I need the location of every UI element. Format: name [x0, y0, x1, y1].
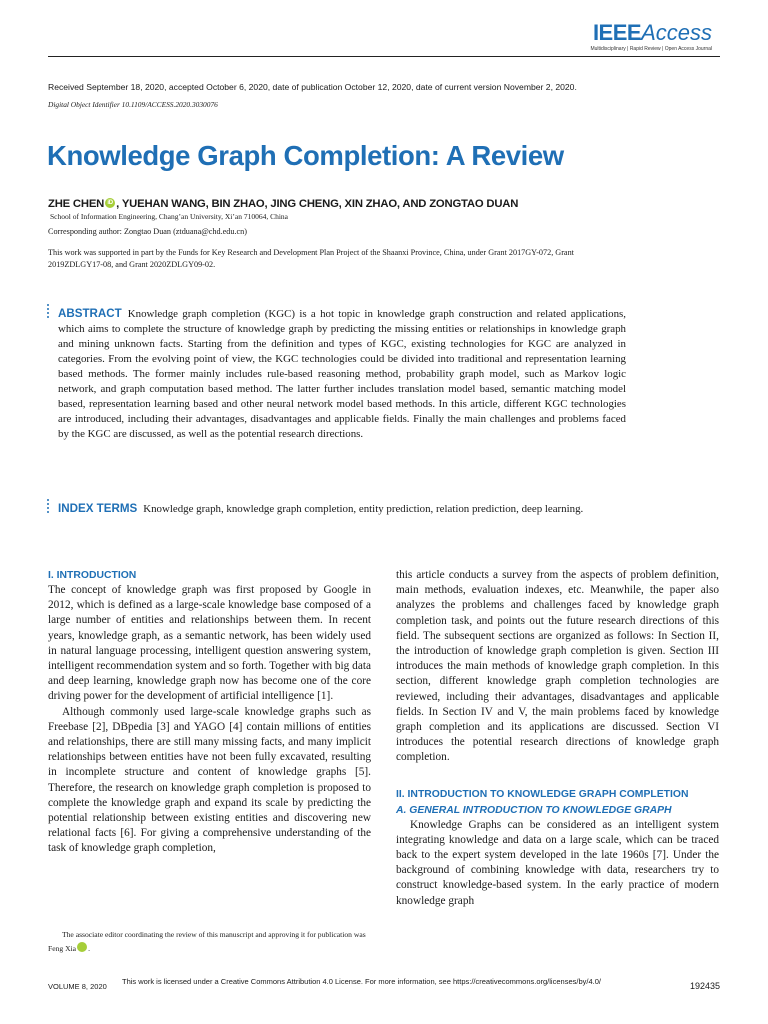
journal-name-bold: IEEE: [592, 20, 642, 45]
left-column: [48, 568, 371, 857]
abstract: [58, 306, 626, 442]
kg-paragraph-1: Knowledge Graphs can be considered as an intelligent system integrating knowledge and data on a large scale, which can be traced back to the expert system developed in the late 1960s [7]. Under the background of combining knowledge with data, researchers try to construct knowledge-based system. In the early practice of modern knowledge graph: [396, 818, 719, 907]
intro-paragraph-1: The concept of knowledge graph was first proposed by Google in 2012, which is defined as a large-scale knowledge base composed of a large number of entities and relationships between them. In recent years, knowledge graph, as a semantic network, has been widely used in natural language processing, intelligent question answering system, intelligent recommendation system and so forth. Together with big data and deep learning, knowledge graph now has become one of the core driving power for the development of artificial intelligence [1].: [48, 584, 371, 703]
footnote-text: The associate editor coordinating the review of this manuscript and approving it for publication was Feng Xia: [48, 930, 366, 953]
right-column: [396, 568, 719, 909]
orcid-icon[interactable]: iD: [105, 198, 115, 208]
funding-note: This work was supported in part by the Funds for Key Research and Development Plan Project of the Shaanxi Province, China, under Grant 2017GY-072, Grant 2019ZDLGY17-08, and Grant 2020ZDLGY09-02.: [48, 248, 574, 269]
header-divider: [48, 56, 720, 57]
index-terms: [58, 501, 626, 517]
volume-label: VOLUME 8, 2020: [48, 982, 107, 991]
intro-paragraph-3: this article conducts a survey from the aspects of problem definition, main methods, evaluation indexes, etc. Meanwhile, the paper also analyzes the problems and challenges faced by knowledge graph completion task, and points out the future research directions of this field. The subsequent sections are organized as follows: In Section II, the introduction of knowledge graph completion is given. Section III introduces the main methods of knowledge graph completion. In this section, different knowledge graph completion technologies are reviewed, including their advantages, disadvantages and applicable fields. In Section IV and V, the main problems faced by knowledge graph completion and its applications are discussed. Section VI introduces the potential research directions of knowledge graph completion.: [396, 569, 719, 764]
license-notice: This work is licensed under a Creative Commons Attribution 4.0 License. For more information, see https://creativecommons.org/licenses/by/4.0/: [122, 977, 601, 986]
author-list: [48, 198, 518, 210]
subsection-heading: A. GENERAL INTRODUCTION TO KNOWLEDGE GRAPH: [396, 804, 672, 816]
journal-logo: [590, 22, 712, 52]
journal-tagline: Multidisciplinary | Rapid Review | Open Access Journal: [590, 46, 712, 52]
abstract-marker-icon: [47, 304, 49, 320]
index-terms-marker-icon: [47, 499, 49, 515]
orcid-icon[interactable]: iD: [77, 942, 87, 952]
corresponding-author: Corresponding author: Zongtao Duan (ztduana@chd.edu.cn): [48, 227, 247, 236]
intro-paragraph-2: Although commonly used large-scale knowledge graphs such as Freebase [2], DBpedia [3] and YAGO [4] contain millions of entities and relationships, there are still many missing facts, and many implicit relationships between entities have not been fully excavated, resulting in incomplete structure and content of knowledge graphs [5]. Therefore, the research on knowledge graph completion is proposed to complete the knowledge graph and expand its scale by predicting the potential relationship between existing entities and discovering new relational facts [6]. For giving a comprehensive understanding of the task of knowledge graph completion,: [48, 705, 371, 855]
doi-line: Digital Object Identifier 10.1109/ACCESS.2020.3030076: [48, 100, 218, 109]
page-number: 192435: [689, 981, 720, 991]
paper-title: Knowledge Graph Completion: A Review: [47, 140, 564, 171]
received-dates: Received September 18, 2020, accepted October 6, 2020, date of publication October 12, 2020, date of current version November 2, 2020.: [48, 82, 577, 92]
section-heading-kgc: II. INTRODUCTION TO KNOWLEDGE GRAPH COMPLETION: [396, 788, 689, 800]
footnote-end: .: [88, 943, 90, 953]
first-author: ZHE CHEN: [48, 198, 105, 210]
editor-footnote: [48, 929, 371, 955]
journal-name-italic: Access: [641, 20, 712, 45]
affiliation: School of Information Engineering, Chang’an University, Xi’an 710064, China: [50, 212, 289, 221]
abstract-text: Knowledge graph completion (KGC) is a hot topic in knowledge graph construction and related applications, which aims to complete the structure of knowledge graph by predicting the missing entities or relationships in knowledge graph and mining unknown facts. Starting from the definition and types of KGC, existing technologies for KGC are analyzed in categories. From the evolving point of view, the KGC technologies could be divided into traditional and representation learning based methods. The former mainly includes rule-based reasoning method, probability graph model, such as Markov logic network, and graph computation based method. The latter further includes translation model based, semantic matching model based, representation learning based and other neural network model based methods. In this article, different KGC technologies are introduced, including their advantages, disadvantages and applicable fields. Finally the main challenges and problems faced by the KGC are discussed, as well as the potential research directions.: [58, 308, 626, 440]
section-heading-introduction: I. INTRODUCTION: [48, 570, 137, 581]
index-terms-label: INDEX TERMS: [58, 502, 138, 515]
abstract-label: ABSTRACT: [58, 307, 122, 320]
index-terms-text: Knowledge graph, knowledge graph completion, entity prediction, relation prediction, deep learning.: [143, 503, 584, 515]
other-authors: , YUEHAN WANG, BIN ZHAO, JING CHENG, XIN ZHAO, AND ZONGTAO DUAN: [116, 198, 519, 210]
